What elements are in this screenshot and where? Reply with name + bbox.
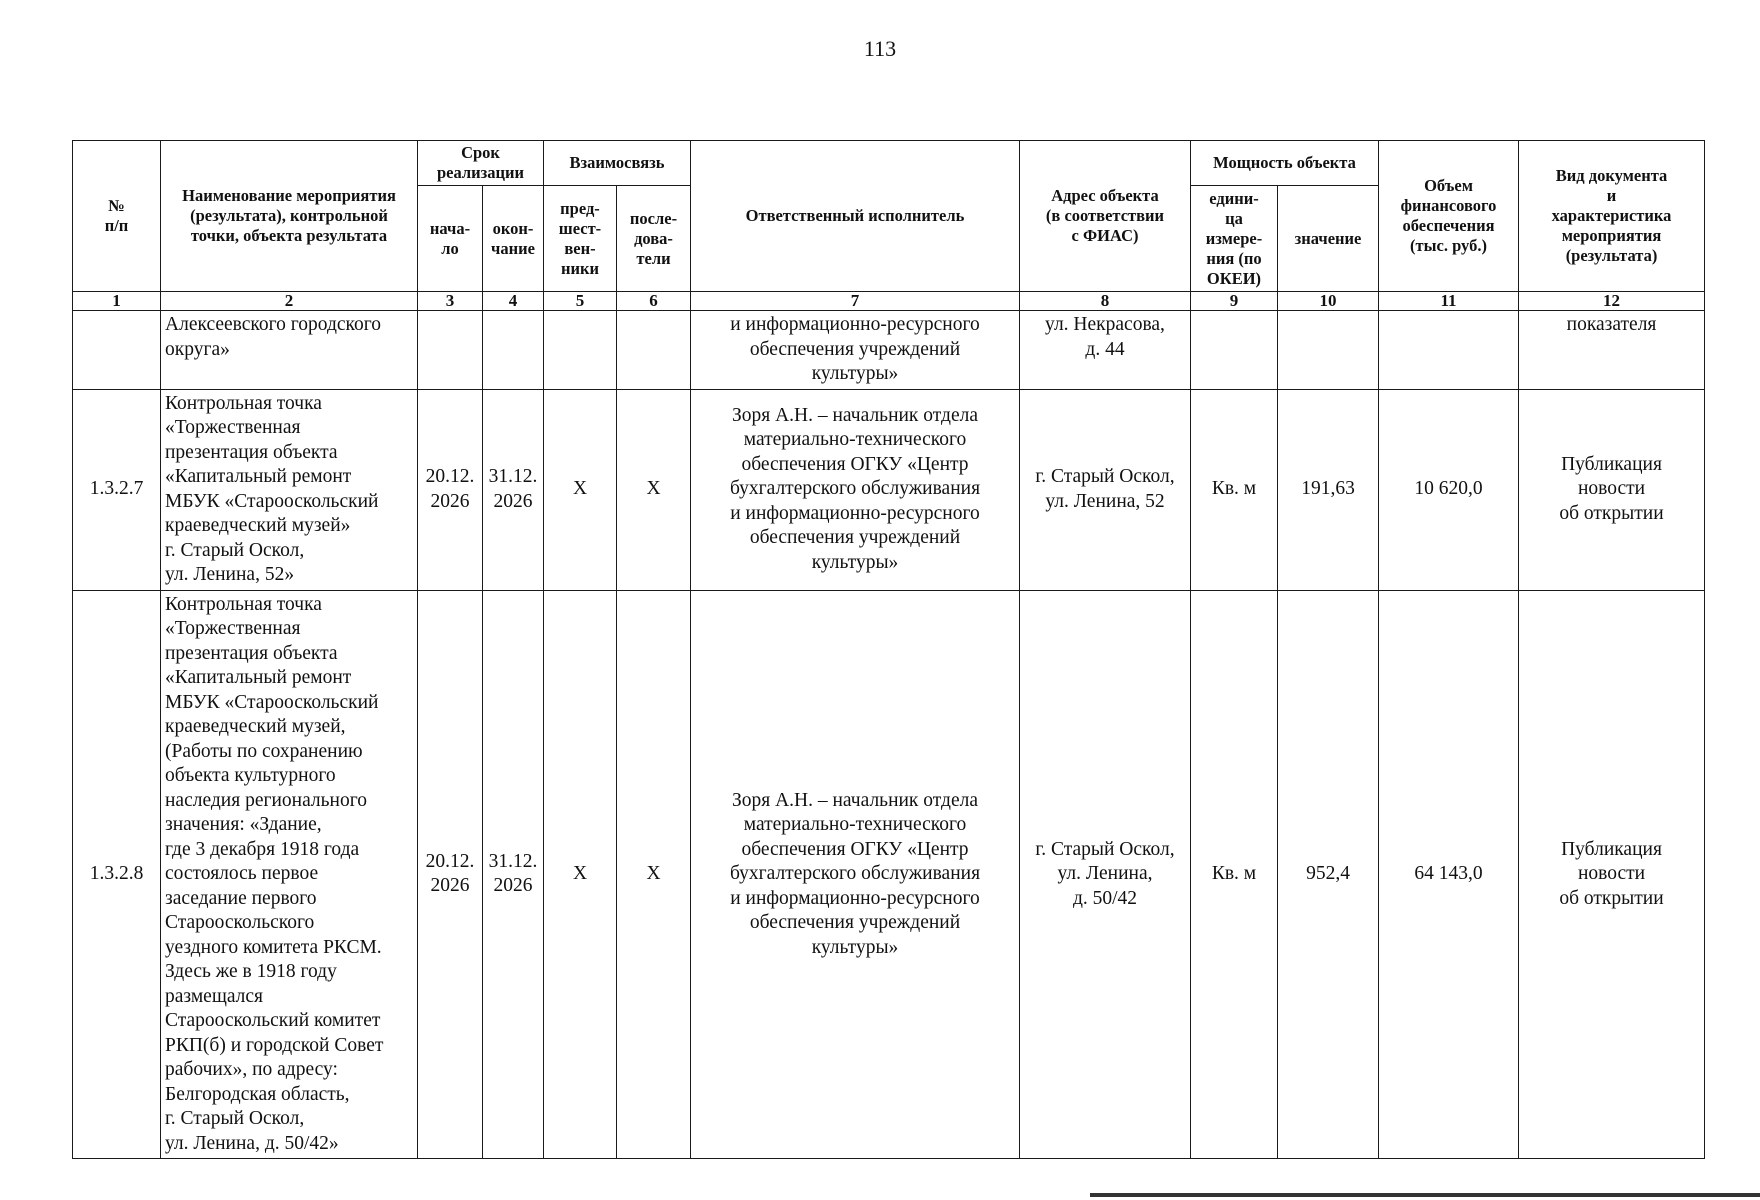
row-num: 1.3.2.8 — [73, 590, 161, 1159]
column-number: 12 — [1519, 292, 1705, 311]
row-start — [418, 311, 483, 390]
column-number: 3 — [418, 292, 483, 311]
table-row — [73, 311, 1705, 390]
row-doc: Публикация новости об открытии — [1519, 389, 1705, 590]
row-num: 1.3.2.7 — [73, 389, 161, 590]
header-row-1 — [73, 141, 1705, 186]
row-next — [617, 311, 691, 390]
row-doc: показателя — [1519, 311, 1705, 390]
header-term: Срок реализации — [418, 141, 544, 186]
row-executor: Зоря А.Н. – начальник отдела материально-технического обеспечения ОГКУ «Центр бухгалтерского обслуживания и информационно-ресурсного обеспечения учреждений культуры» — [691, 389, 1020, 590]
events-table — [72, 140, 1705, 1159]
row-unit — [1191, 311, 1278, 390]
column-number: 7 — [691, 292, 1020, 311]
header-doc-type: Вид документа и характеристика мероприятия (результата) — [1519, 141, 1705, 292]
row-name: Алексеевского городского округа» — [161, 311, 418, 390]
row-name: Контрольная точка «Торжественная презентация объекта «Капитальный ремонт МБУК «Старооскольский краеведческий музей, (Работы по сохранению объекта культурного наследия регионального значения: «Здание, где 3 декабря 1918 года состоялось первое заседание первого Старооскольского уездного комитета РКСМ. Здесь же в 1918 году размещался Старооскольский комитет РКП(б) и городской Совет рабочих», по адресу: Белгородская область, г. Старый Оскол, ул. Ленина, д. 50/42» — [161, 590, 418, 1159]
header-relation: Взаимосвязь — [544, 141, 691, 186]
header-finance: Объем финансового обеспечения (тыс. руб.) — [1379, 141, 1519, 292]
row-start: 20.12. 2026 — [418, 389, 483, 590]
column-numbers-row — [73, 292, 1705, 311]
column-number: 1 — [73, 292, 161, 311]
row-finance: 64 143,0 — [1379, 590, 1519, 1159]
column-number: 6 — [617, 292, 691, 311]
header-term-end: окон- чание — [483, 186, 544, 292]
header-rel-prev: пред- шест- вен- ники — [544, 186, 617, 292]
row-doc: Публикация новости об открытии — [1519, 590, 1705, 1159]
column-number: 4 — [483, 292, 544, 311]
header-executor: Ответственный исполнитель — [691, 141, 1020, 292]
row-unit: Кв. м — [1191, 389, 1278, 590]
row-value: 191,63 — [1278, 389, 1379, 590]
row-start: 20.12. 2026 — [418, 590, 483, 1159]
column-number: 5 — [544, 292, 617, 311]
column-number: 10 — [1278, 292, 1379, 311]
row-end — [483, 311, 544, 390]
row-next: X — [617, 590, 691, 1159]
row-address: г. Старый Оскол, ул. Ленина, д. 50/42 — [1020, 590, 1191, 1159]
row-finance: 10 620,0 — [1379, 389, 1519, 590]
row-unit: Кв. м — [1191, 590, 1278, 1159]
header-address: Адрес объекта (в соответствии с ФИАС) — [1020, 141, 1191, 292]
column-number: 2 — [161, 292, 418, 311]
table-row — [73, 590, 1705, 1159]
header-num: № п/п — [73, 141, 161, 292]
row-address: г. Старый Оскол, ул. Ленина, 52 — [1020, 389, 1191, 590]
row-executor: и информационно-ресурсного обеспечения учреждений культуры» — [691, 311, 1020, 390]
page-number: 113 — [863, 36, 897, 61]
row-end: 31.12. 2026 — [483, 590, 544, 1159]
row-prev: X — [544, 590, 617, 1159]
row-next: X — [617, 389, 691, 590]
row-executor: Зоря А.Н. – начальник отдела материально-технического обеспечения ОГКУ «Центр бухгалтерского обслуживания и информационно-ресурсного обеспечения учреждений культуры» — [691, 590, 1020, 1159]
row-prev: X — [544, 389, 617, 590]
column-number: 8 — [1020, 292, 1191, 311]
row-prev — [544, 311, 617, 390]
table-row — [73, 389, 1705, 590]
row-end: 31.12. 2026 — [483, 389, 544, 590]
column-number: 9 — [1191, 292, 1278, 311]
header-capacity: Мощность объекта — [1191, 141, 1379, 186]
row-name: Контрольная точка «Торжественная презентация объекта «Капитальный ремонт МБУК «Старооскольский краеведческий музей» г. Старый Оскол, ул. Ленина, 52» — [161, 389, 418, 590]
column-number: 11 — [1379, 292, 1519, 311]
header-cap-value: значение — [1278, 186, 1379, 292]
header-name: Наименование мероприятия (результата), контрольной точки, объекта результата — [161, 141, 418, 292]
row-value — [1278, 311, 1379, 390]
row-address: ул. Некрасова, д. 44 — [1020, 311, 1191, 390]
header-cap-unit: едини- ца измере- ния (по ОКЕИ) — [1191, 186, 1278, 292]
header-rel-next: после- дова- тели — [617, 186, 691, 292]
row-value: 952,4 — [1278, 590, 1379, 1159]
bottom-edge-rule — [1090, 1193, 1760, 1197]
header-term-start: нача- ло — [418, 186, 483, 292]
row-num — [73, 311, 161, 390]
row-finance — [1379, 311, 1519, 390]
